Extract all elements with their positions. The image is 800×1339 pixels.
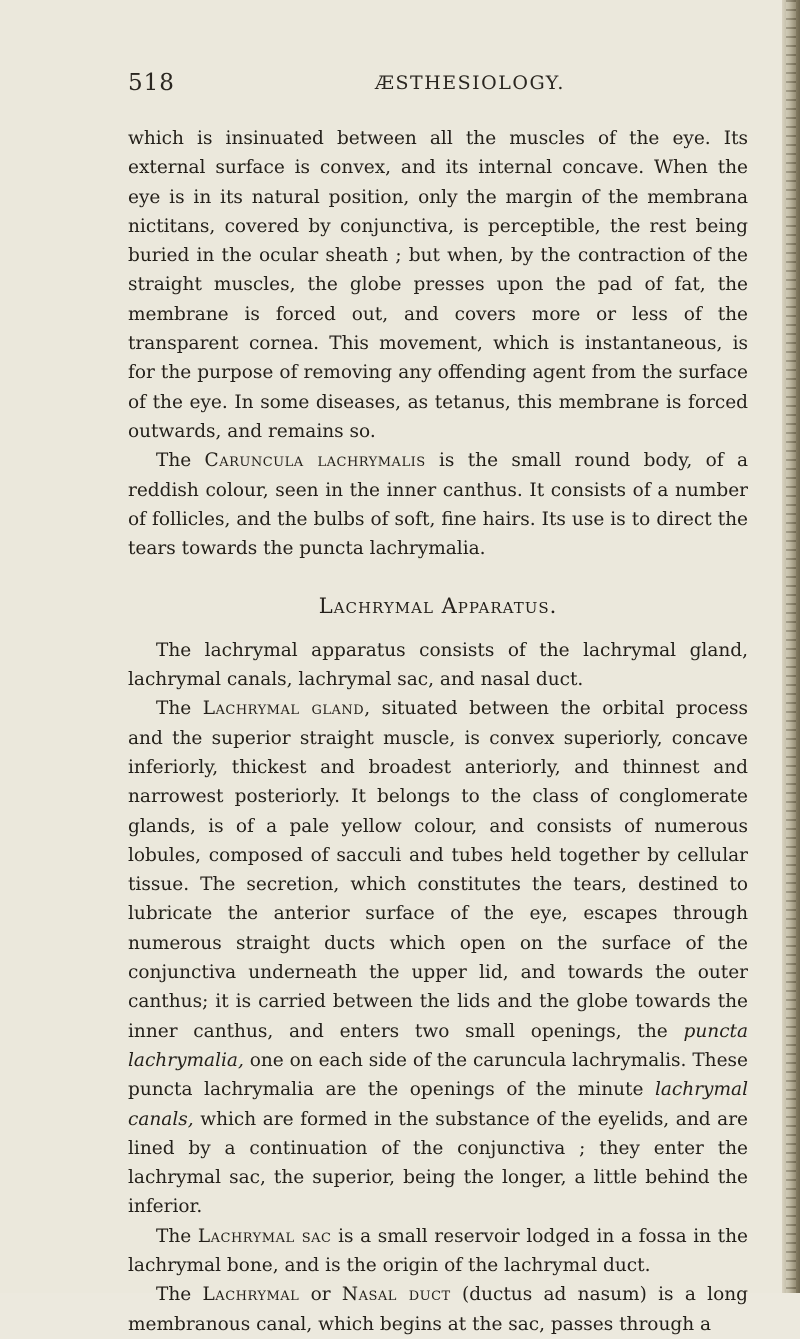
paragraph-lachrymal-gland [128,694,748,1221]
section-heading: Lachrymal Apparatus. [318,594,558,619]
paragraph-text: , situated between the orbital process and the superior straight muscle, is convex superiorly, concave inferiorly, thickest and broadest anteriorly, and thinnest and narrowest posteriorly. It belongs to the class of conglomerate glands, is of a pale yellow colour, and consists of numerous lobules, composed of sacculi and tubes held together by cellular tissue. The secretion, which constitutes the tears, destined to lubricate the anterior surface of the eye, escapes through numerous straight ducts which open on the surface of the conjunctiva underneath the upper lid, and towards the outer canthus; it is carried between the lids and the globe towards the inner canthus, and enters two small openings, the [128,698,748,1042]
paragraph-lead-word: The [156,450,192,472]
paragraph-lead-word: The [156,1225,192,1247]
term-nasal-duct: Nasal duct [341,1284,451,1306]
body-text [128,124,748,1339]
paragraph-lachrymal-sac [128,1222,748,1281]
paragraph-text: is the small round body, of a reddish colour, seen in the inner canthus. It consists of a number of follicles, and the bulbs of soft, fine hairs. Its use is to direct the tears towards the puncta lachrymalia. [128,450,748,560]
running-title: ÆSTHESIOLOGY. [375,72,565,94]
paragraph-text: is a small reservoir lodged in a fossa in the lachrymal bone, and is the origin of the lachrymal duct. [128,1225,748,1276]
term-caruncula-lachrymalis: Caruncula lachrymalis [204,450,426,472]
paragraph-lead-word: The [156,698,192,720]
page-number: 518 [128,70,175,96]
paragraph-lead-word: The [156,1284,192,1306]
paragraph-membrana-nictitans: which is insinuated between all the muscles of the eye. Its external surface is convex, and its internal concave. When the eye is in its natural position, only the margin of the membrana nictitans, covered by conjunctiva, is perceptible, the rest being buried in the ocular sheath ; but when, by the contraction of the straight muscles, the globe presses upon the pad of fat, the membrane is forced out, and covers more or less of the transparent cornea. This movement, which is instantaneous, is for the purpose of removing any offending agent from the surface of the eye. In some diseases, as tetanus, this membrane is forced outwards, and remains so. [128,128,748,442]
paragraph-text: one on each side of the caruncula lachrymalis. These puncta lachrymalia are the openings of the minute [128,1049,748,1101]
page-binding-texture [786,0,796,1293]
paragraph-caruncula [128,446,748,563]
term-lachrymal: Lachrymal [202,1284,300,1306]
paragraph-text: which are formed in the substance of the eyelids, and are lined by a continuation of the conjunctiva ; they enter the lachrymal sac, the superior, being the longer, a little behind the inferior. [128,1108,748,1218]
paragraph-apparatus-overview: The lachrymal apparatus consists of the lachrymal gland, lachrymal canals, lachrymal sac, and nasal duct. [128,639,748,691]
term-puncta-lachrymalia: puncta lachrymalia, [128,1020,749,1071]
term-lachrymal-canals: lachrymal canals, [128,1079,748,1130]
conjunction-or: or [310,1284,331,1306]
running-head [128,70,740,102]
term-lachrymal-gland: Lachrymal gland [202,698,365,720]
paragraph-text: (ductus ad nasum) is a long membranous canal, which begins at the sac, passes through a [128,1284,748,1335]
paragraph-nasal-duct [128,1280,748,1339]
term-lachrymal-sac: Lachrymal sac [197,1225,332,1247]
